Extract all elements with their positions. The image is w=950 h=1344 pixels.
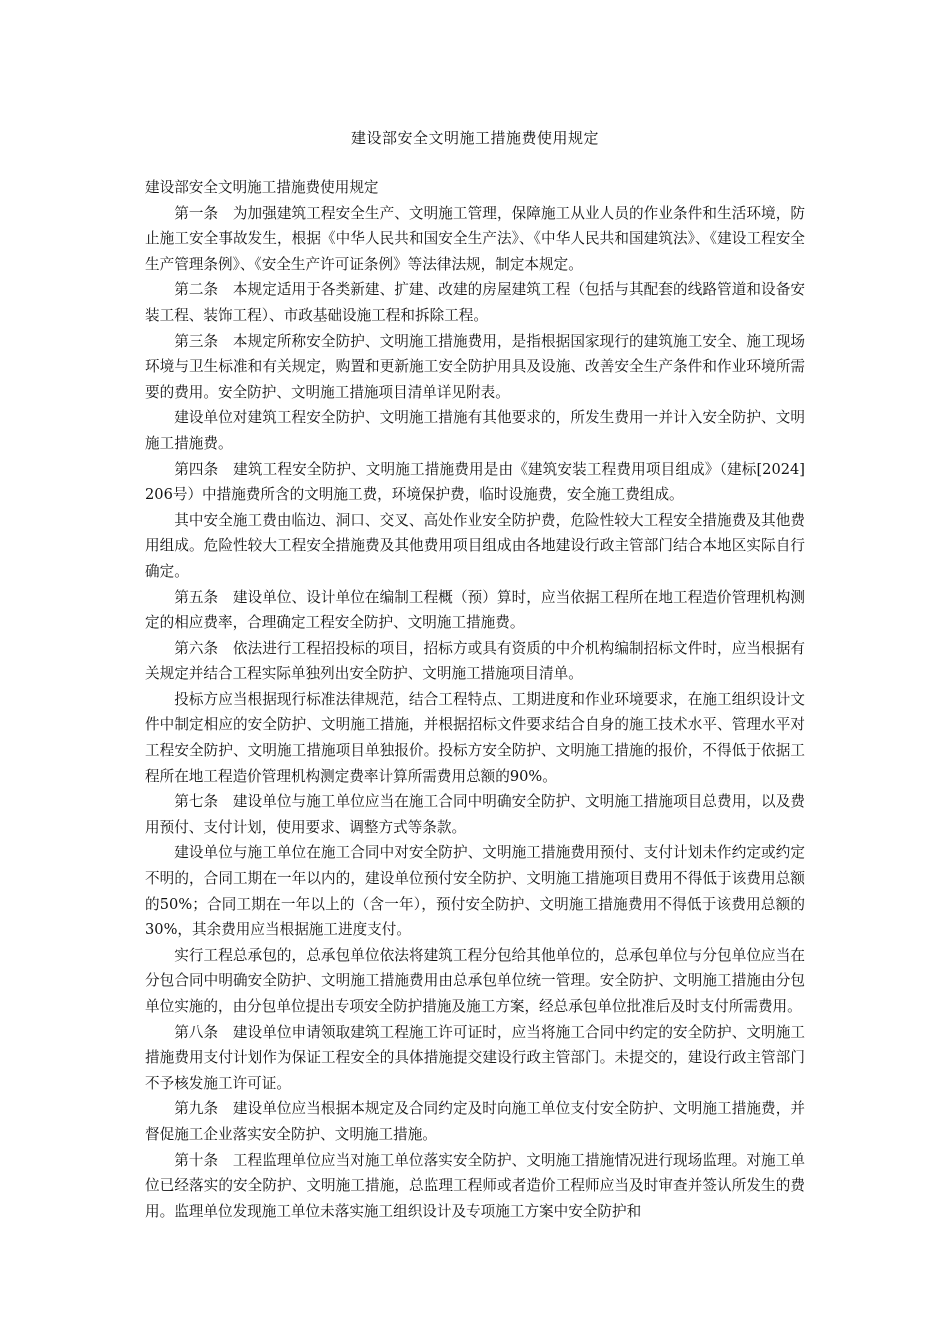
paragraph-article-7: 第七条 建设单位与施工单位应当在施工合同中明确安全防护、文明施工措施项目总费用，以及费用预付、支付计划，使用要求、调整方式等条款。 xyxy=(145,793,805,836)
paragraph-article-9: 第九条 建设单位应当根据本规定及合同约定及时向施工单位支付安全防护、文明施工措施费，并督促施工企业落实安全防护、文明施工措施。 xyxy=(145,1100,805,1143)
paragraph-article-5: 第五条 建设单位、设计单位在编制工程概（预）算时，应当依据工程所在地工程造价管理机构测定的相应费率，合理确定工程安全防护、文明施工措施费。 xyxy=(145,588,805,632)
paragraph-article-3: 第三条 本规定所称安全防护、文明施工措施费用，是指根据国家现行的建筑施工安全、施工现场环境与卫生标准和有关规定，购置和更新施工安全防护用具及设施、改善安全生产条件和作业环境所需要的费用。安全防护、文明施工措施项目清单详见附表。 xyxy=(145,332,805,401)
page-title: 建设部安全文明施工措施费使用规定 xyxy=(350,129,599,147)
paragraph-article-6-supplement: 投标方应当根据现行标准法律规范，结合工程特点、工期进度和作业环境要求，在施工组织设计文件中制定相应的安全防护、文明施工措施，并根据招标文件要求结合自身的施工技术水平、管理水平对工程安全防护、文明施工措施项目单独报价。投标方安全防护、文明施工措施的报价，不得低于依据工程所在地工程造价管理机构测定费率计算所需费用总额的90%。 xyxy=(145,690,805,785)
paragraph-article-4-supplement: 其中安全施工费由临边、洞口、交叉、高处作业安全防护费，危险性较大工程安全措施费及其他费用组成。危险性较大工程安全措施费及其他费用项目组成由各地建设行政主管部门结合本地区实际自行确定。 xyxy=(145,511,805,580)
paragraph-article-7-supplement-1: 建设单位与施工单位在施工合同中对安全防护、文明施工措施费用预付、支付计划未作约定或约定不明的，合同工期在一年以内的，建设单位预付安全防护、文明施工措施项目费用不得低于该费用总额的50%；合同工期在一年以上的（含一年），预付安全防护、文明施工措施费用不得低于该费用总额的30%，其余费用应当根据施工进度支付。 xyxy=(145,844,805,939)
paragraph-article-7-supplement-2: 实行工程总承包的，总承包单位依法将建筑工程分包给其他单位的，总承包单位与分包单位应当在分包合同中明确安全防护、文明施工措施费用由总承包单位统一管理。安全防护、文明施工措施由分包单位实施的，由分包单位提出专项安全防护措施及施工方案，经总承包单位批准后及时支付所需费用。 xyxy=(145,946,805,1015)
paragraph-article-2: 第二条 本规定适用于各类新建、扩建、改建的房屋建筑工程（包括与其配套的线路管道和设备安装工程、装饰工程）、市政基础设施工程和拆除工程。 xyxy=(145,281,805,324)
paragraph-article-6: 第六条 依法进行工程招投标的项目，招标方或具有资质的中介机构编制招标文件时，应当根据有关规定并结合工程实际单独列出安全防护、文明施工措施项目清单。 xyxy=(145,639,805,683)
paragraph-article-1: 第一条 为加强建筑工程安全生产、文明施工管理，保障施工从业人员的作业条件和生活环境，防止施工安全事故发生，根据《中华人民共和国安全生产法》、《中华人民共和国建筑法》、《建设工程安全生产管理条例》、《安全生产许可证条例》等法律法规，制定本规定。 xyxy=(145,204,805,273)
paragraph-article-3-supplement: 建设单位对建筑工程安全防护、文明施工措施有其他要求的，所发生费用一并计入安全防护、文明施工措施费。 xyxy=(145,409,805,452)
document-body xyxy=(145,175,805,1224)
document-heading: 建设部安全文明施工措施费使用规定 xyxy=(145,179,379,196)
paragraph-article-10: 第十条 工程监理单位应当对施工单位落实安全防护、文明施工措施情况进行现场监理。对施工单位已经落实的安全防护、文明施工措施，总监理工程师或者造价工程师应当及时审查并签认所发生的费用。监理单位发现施工单位未落实施工组织设计及专项施工方案中安全防护和 xyxy=(145,1151,805,1220)
paragraph-article-8: 第八条 建设单位申请领取建筑工程施工许可证时，应当将施工合同中约定的安全防护、文明施工措施费用支付计划作为保证工程安全的具体措施提交建设行政主管部门。未提交的，建设行政主管部门不予核发施工许可证。 xyxy=(145,1023,805,1092)
paragraph-article-4: 第四条 建筑工程安全防护、文明施工措施费用是由《建筑安装工程费用项目组成》（建标[2024]206号）中措施费所含的文明施工费，环境保护费，临时设施费，安全施工费组成。 xyxy=(145,460,805,504)
